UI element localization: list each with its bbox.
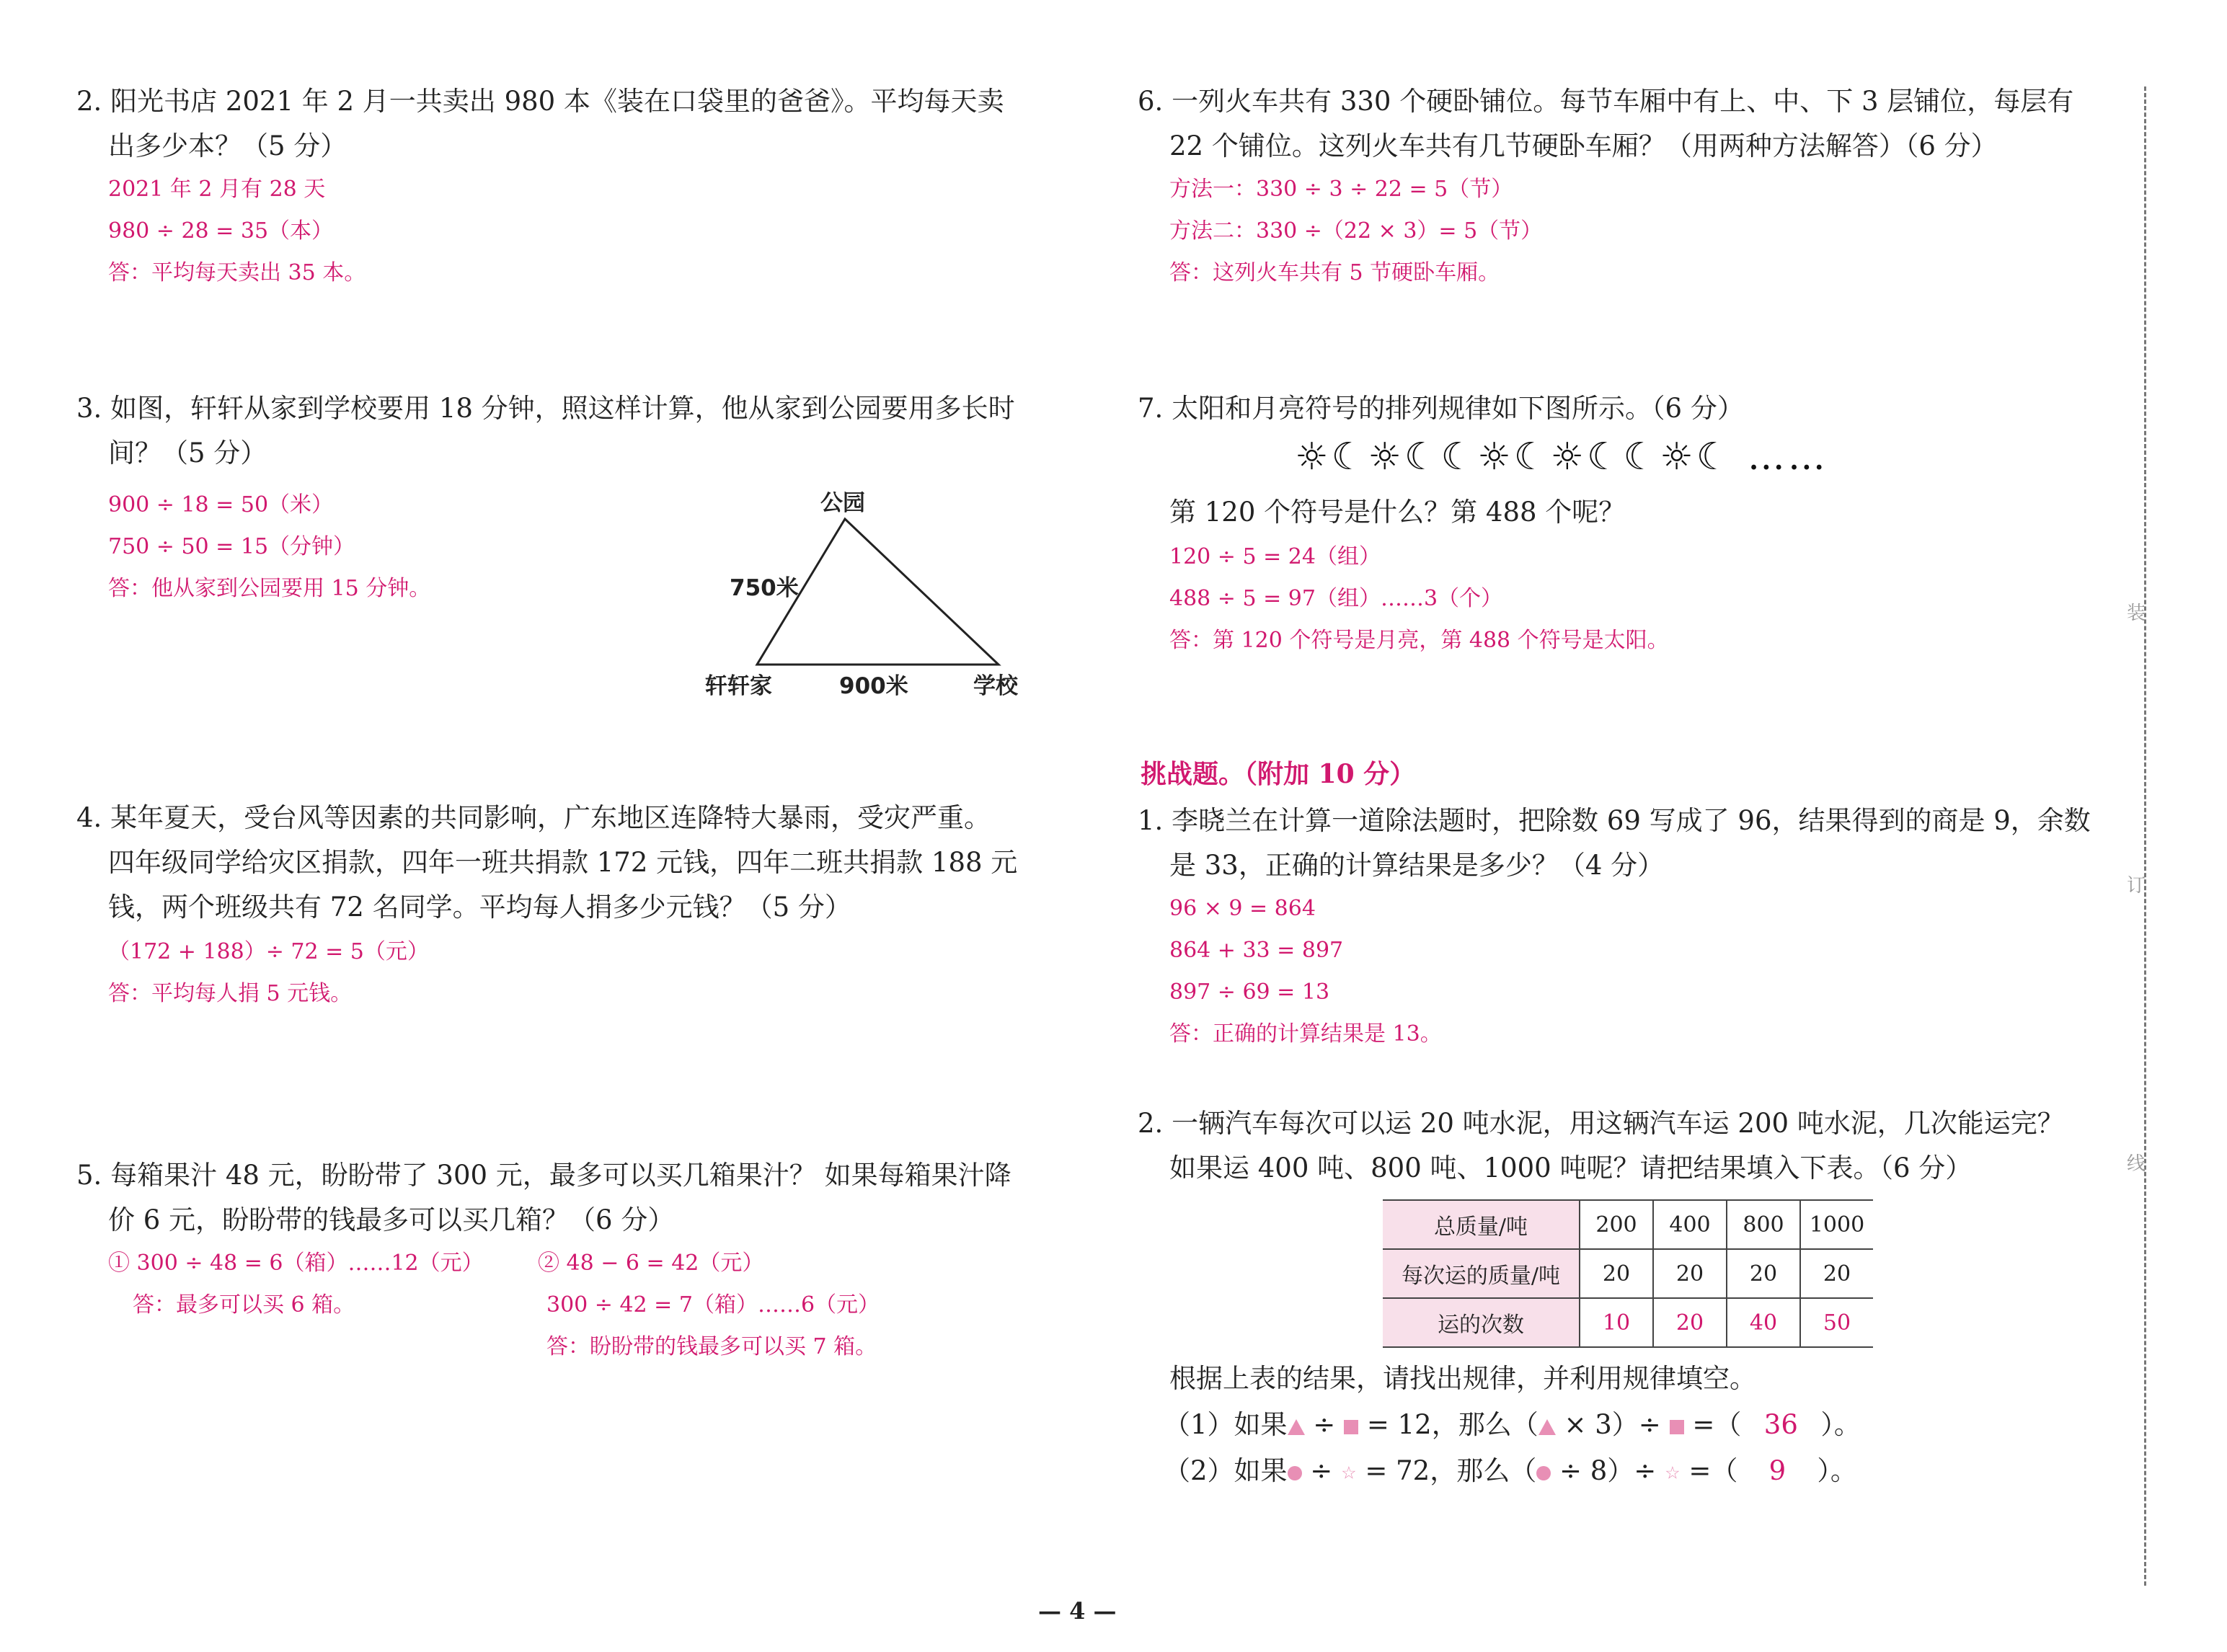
fill1-eq: =（: [1692, 1409, 1742, 1440]
answer-line: 方法一：330 ÷ 3 ÷ 22 = 5（节）: [1169, 177, 1513, 202]
question-2-line1: 2. 阳光书店 2021 年 2 月一共卖出 980 本《装在口袋里的爸爸》。平均每天卖: [76, 86, 1004, 117]
star-icon: ☆: [1665, 1462, 1681, 1483]
question-2: [76, 79, 1004, 169]
challenge-2-line2: 如果运 400 吨、800 吨、1000 吨呢？请把结果填入下表。（6 分）: [1169, 1153, 1973, 1184]
answer-line: ② 48 − 6 = 42（元）: [538, 1251, 764, 1276]
table-cell: 400: [1653, 1200, 1727, 1249]
question-4-answers: [108, 931, 429, 1015]
fill1-end: ）。: [1820, 1409, 1861, 1440]
answer-line: 864 + 33 = 897: [1169, 938, 1344, 963]
answer-line: 2021 年 2 月有 28 天: [108, 177, 326, 202]
answer-line: 答：最多可以买 6 箱。: [133, 1292, 355, 1318]
question-7-line1: 7. 太阳和月亮符号的排列规律如下图所示。（6 分）: [1138, 393, 1744, 424]
label-750m: 750米: [730, 575, 799, 601]
page-number: — 4 —: [1038, 1597, 1117, 1625]
fill1-answer: 36: [1763, 1409, 1798, 1440]
fill1-prefix: （1）如果: [1164, 1409, 1288, 1440]
question-5: [76, 1153, 1011, 1243]
label-home: 轩轩家: [705, 673, 772, 699]
question-5-line2: 价 6 元，盼盼带的钱最多可以买几箱？（6 分）: [108, 1204, 675, 1235]
question-4-line1: 4. 某年夏天，受台风等因素的共同影响，广东地区连降特大暴雨，受灾严重。: [76, 802, 991, 833]
fill-blank-1: （1）如果 ÷ = 12，那么（ × 3）÷ =（ 36 ）。: [1164, 1403, 1861, 1447]
question-2-answers: [108, 169, 366, 294]
table-cell: 800: [1727, 1200, 1800, 1249]
answer-line: 980 ÷ 28 = 35（本）: [108, 218, 334, 244]
question-3: [76, 386, 1015, 476]
answer-line: （172 + 188）÷ 72 = 5（元）: [108, 939, 429, 964]
challenge-2-line1: 2. 一辆汽车每次可以运 20 吨水泥，用这辆汽车运 200 吨水泥，几次能运完？: [1138, 1108, 2064, 1139]
question-7-answers: [1169, 536, 1669, 662]
challenge-1: [1138, 799, 2091, 888]
circle-icon: [1288, 1466, 1302, 1480]
table-cell: 200: [1580, 1200, 1653, 1249]
table-answer-cell: 40: [1727, 1298, 1800, 1347]
table-row: [1383, 1249, 1873, 1298]
answer-line: 答：平均每天卖出 35 本。: [108, 260, 366, 285]
challenge-1-line2: 是 33，正确的计算结果是多少？（4 分）: [1169, 850, 1665, 881]
answer-line: 300 ÷ 42 = 7（箱）……6（元）: [546, 1292, 880, 1318]
star-icon: ☆: [1341, 1462, 1357, 1483]
table-cell: 20: [1800, 1249, 1873, 1298]
table-row: [1383, 1200, 1873, 1249]
answer-line: ① 300 ÷ 48 = 6（箱）……12（元）: [108, 1251, 484, 1276]
square-icon: [1670, 1420, 1684, 1434]
question-6-line1: 6. 一列火车共有 330 个硬卧铺位。每节车厢中有上、中、下 3 层铺位，每层有: [1138, 86, 2074, 117]
answer-line: 750 ÷ 50 = 15（分钟）: [108, 534, 355, 559]
table-cell: 20: [1653, 1249, 1727, 1298]
answer-line: 900 ÷ 18 = 50（米）: [108, 492, 334, 518]
answer-line: 答：第 120 个符号是月亮，第 488 个符号是太阳。: [1169, 628, 1669, 653]
fill2-prefix: （2）如果: [1164, 1455, 1288, 1486]
question-4: [76, 796, 1017, 930]
fill2-text: = 72，那么（: [1365, 1455, 1537, 1486]
challenge-1-answers: [1169, 888, 1442, 1055]
challenge-title: 挑战题。（附加 10 分）: [1141, 759, 1416, 789]
question-7-line2: 第 120 个符号是什么？第 488 个呢？: [1169, 497, 1626, 528]
answer-line: 答：这列火车共有 5 节硬卧车厢。: [1169, 260, 1500, 285]
table-cell: 20: [1580, 1249, 1653, 1298]
triangle-icon: [1288, 1419, 1305, 1435]
answer-line: 120 ÷ 5 = 24（组）: [1169, 544, 1381, 569]
result-table: [1383, 1199, 1873, 1348]
question-5-line1: 5. 每箱果汁 48 元，盼盼带了 300 元，最多可以买几箱果汁？ 如果每箱果汁降: [76, 1160, 1011, 1191]
answer-line: 答：平均每人捐 5 元钱。: [108, 981, 353, 1006]
fill2-op: ÷ 8）÷: [1559, 1455, 1657, 1486]
table-row: [1383, 1298, 1873, 1347]
binding-dashed-line: [2144, 86, 2146, 1586]
fill2-end: ）。: [1817, 1455, 1857, 1486]
question-6: [1138, 79, 2073, 169]
triangle-icon: [1538, 1419, 1556, 1435]
answer-line: 96 × 9 = 864: [1169, 896, 1316, 921]
answer-line: 488 ÷ 5 = 97（组）……3（个）: [1169, 586, 1503, 611]
label-park: 公园: [820, 490, 865, 516]
challenge-1-line1: 1. 李晓兰在计算一道除法题时，把除数 69 写成了 96，结果得到的商是 9，余数: [1138, 805, 2091, 836]
label-900m: 900米: [839, 673, 908, 699]
table-answer-cell: 10: [1580, 1298, 1653, 1347]
square-icon: [1344, 1420, 1358, 1434]
table-header-cell: 运的次数: [1383, 1298, 1580, 1347]
question-3-line2: 间？（5 分）: [108, 438, 267, 468]
question-3-line1: 3. 如图，轩轩从家到学校要用 18 分钟，照这样计算，他从家到公园要用多长时: [76, 393, 1015, 424]
table-answer-cell: 20: [1653, 1298, 1727, 1347]
fill-blank-2: （2）如果 ÷ ☆ = 72，那么（ ÷ 8）÷ ☆ =（ 9 ）。: [1164, 1449, 1857, 1496]
answer-line: 方法二：330 ÷（22 × 3）= 5（节）: [1169, 218, 1543, 244]
question-3-answers: [108, 484, 430, 610]
question-4-line2: 四年级同学给灾区捐款，四年一班共捐款 172 元钱，四年二班共捐款 188 元: [108, 847, 1018, 878]
table-header-cell: 总质量/吨: [1383, 1200, 1580, 1249]
fill1-op: × 3）÷: [1564, 1409, 1661, 1440]
question-2-line2: 出多少本？（5 分）: [108, 130, 347, 161]
circle-icon: [1536, 1466, 1551, 1480]
binding-text: 线: [2126, 1153, 2146, 1175]
challenge-2: [1138, 1101, 2064, 1191]
question-5-answers-left: [108, 1243, 484, 1326]
question-5-answers-right: [538, 1243, 880, 1368]
fill1-text: = 12，那么（: [1366, 1409, 1538, 1440]
question-6-line2: 22 个铺位。这列火车共有几节硬卧车厢？（用两种方法解答）（6 分）: [1169, 130, 1998, 161]
table-cell: 1000: [1800, 1200, 1873, 1249]
question-6-answers: [1169, 169, 1542, 294]
binding-text: 订: [2126, 875, 2146, 897]
table-cell: 20: [1727, 1249, 1800, 1298]
answer-line: 答：盼盼带的钱最多可以买 7 箱。: [546, 1334, 877, 1359]
sun-moon-sequence: ☼☾☼☾☾☼☾☼☾☾☼☾ ……: [1295, 435, 1828, 479]
label-school: 学校: [973, 673, 1018, 699]
binding-text: 装: [2126, 603, 2146, 624]
answer-line: 答：他从家到公园要用 15 分钟。: [108, 576, 431, 601]
question-4-line3: 钱，两个班级共有 72 名同学。平均每人捐多少元钱？（5 分）: [108, 892, 851, 923]
question-7: [1138, 386, 1744, 431]
answer-line: 897 ÷ 69 = 13: [1169, 980, 1330, 1005]
table-header-cell: 每次运的质量/吨: [1383, 1249, 1580, 1298]
fill2-eq: =（: [1688, 1455, 1738, 1486]
table-answer-cell: 50: [1800, 1298, 1873, 1347]
fill2-answer: 9: [1768, 1455, 1787, 1486]
challenge-2-line3: 根据上表的结果，请找出规律，并利用规律填空。: [1169, 1363, 1756, 1394]
answer-line: 答：正确的计算结果是 13。: [1169, 1021, 1442, 1047]
